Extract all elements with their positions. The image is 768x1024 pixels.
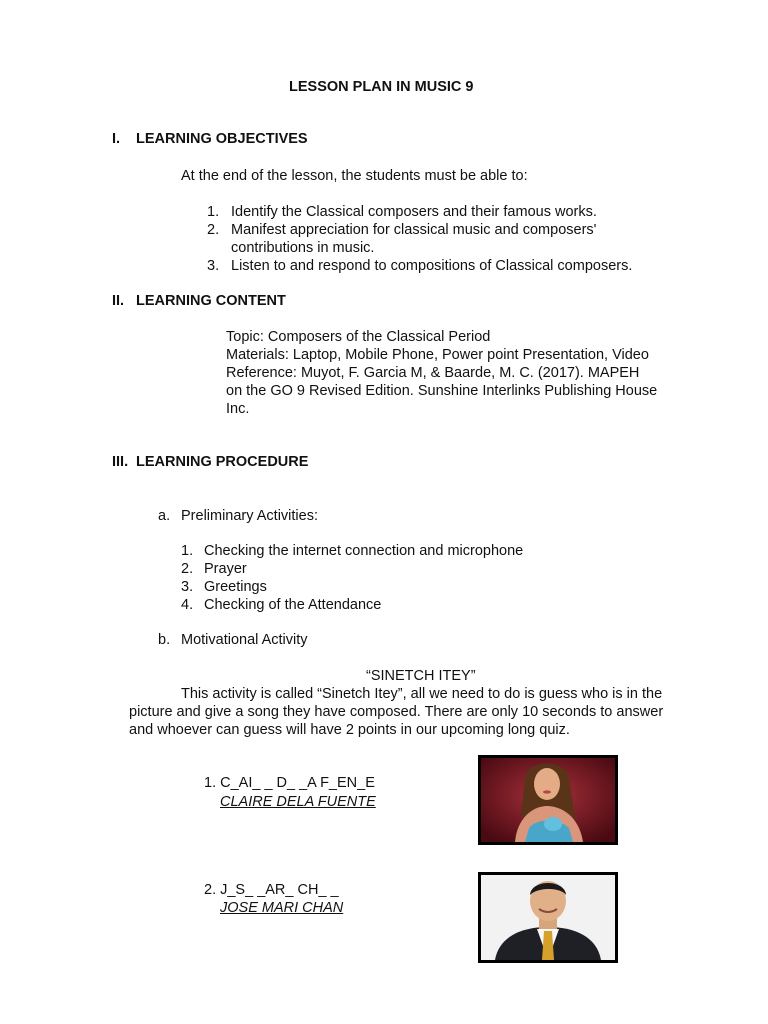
list-item-continuation: contributions in music. (231, 240, 375, 256)
list-number: 1. (181, 543, 194, 559)
list-number: 1. (207, 204, 220, 220)
list-number: 4. (181, 597, 194, 613)
sub-letter: b. (158, 632, 171, 648)
sub-heading-motivational: Motivational Activity (181, 632, 308, 648)
list-item: Checking the internet connection and microphone (204, 543, 524, 559)
content-line: Materials: Laptop, Mobile Phone, Power point Presentation, Video (226, 347, 649, 363)
list-item: Manifest appreciation for classical music and composers' (231, 222, 597, 238)
activity-title: “SINETCH ITEY” (366, 668, 476, 684)
list-number: 2. (181, 561, 194, 577)
section-heading-objectives: LEARNING OBJECTIVES (136, 131, 308, 147)
content-line: on the GO 9 Revised Edition. Sunshine Interlinks Publishing House (226, 383, 658, 399)
quiz-clue: 2. J_S_ _AR_ CH_ _ (204, 882, 339, 898)
singer-photo (478, 755, 618, 845)
list-number: 3. (207, 258, 220, 274)
content-line: Reference: Muyot, F. Garcia M, & Baarde, M. C. (2017). MAPEH (226, 365, 640, 381)
list-number: 2. (207, 222, 220, 238)
section-heading-procedure: LEARNING PROCEDURE (136, 454, 309, 470)
content-line: Topic: Composers of the Classical Period (226, 329, 491, 345)
quiz-answer: JOSE MARI CHAN (220, 900, 344, 916)
section-number: III. (112, 454, 129, 470)
section-number: I. (112, 131, 121, 147)
list-item: Prayer (204, 561, 247, 577)
page-title: LESSON PLAN IN MUSIC 9 (289, 79, 474, 95)
section-heading-content: LEARNING CONTENT (136, 293, 286, 309)
paragraph-line: This activity is called “Sinetch Itey”, all we need to do is guess who is in the (181, 686, 663, 702)
quiz-answer: CLAIRE DELA FUENTE (220, 794, 376, 810)
paragraph-line: picture and give a song they have composed. There are only 10 seconds to answer (129, 704, 664, 720)
objectives-intro: At the end of the lesson, the students must be able to: (181, 168, 528, 184)
sub-letter: a. (158, 508, 171, 524)
list-item: Checking of the Attendance (204, 597, 382, 613)
section-number: II. (112, 293, 125, 309)
sub-heading-preliminary: Preliminary Activities: (181, 508, 318, 524)
quiz-clue: 1. C_AI_ _ D_ _A F_EN_E (204, 775, 375, 791)
paragraph-line: and whoever can guess will have 2 points in our upcoming long quiz. (129, 722, 570, 738)
list-item: Identify the Classical composers and their famous works. (231, 204, 597, 220)
singer-photo (478, 872, 618, 963)
content-line: Inc. (226, 401, 250, 417)
list-item: Listen to and respond to compositions of Classical composers. (231, 258, 633, 274)
list-number: 3. (181, 579, 194, 595)
list-item: Greetings (204, 579, 267, 595)
